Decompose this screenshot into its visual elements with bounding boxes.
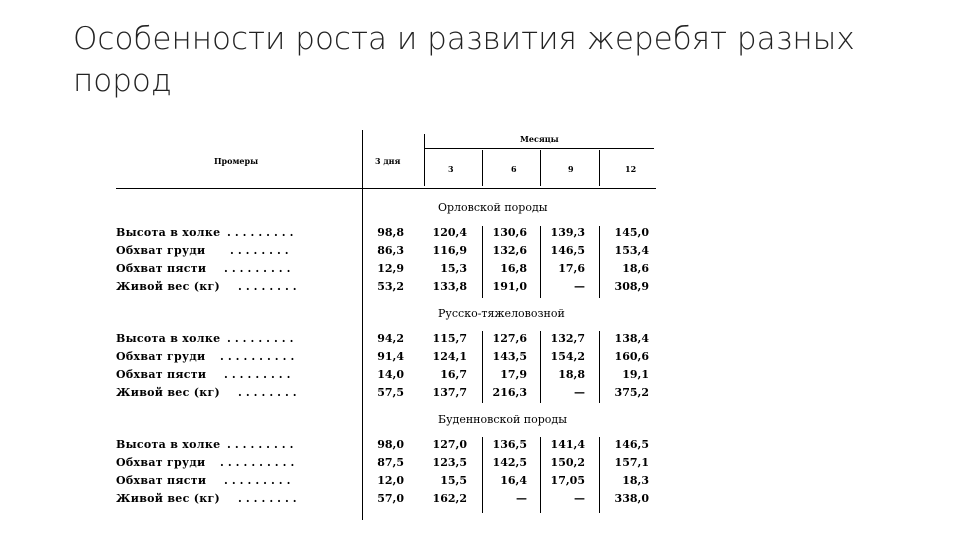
header-m3: 3 xyxy=(448,164,454,174)
table-cell: 16,7 xyxy=(440,368,467,381)
leader-dots: ........ xyxy=(238,386,301,399)
table-cell: 132,6 xyxy=(492,244,527,257)
table-cell: 57,5 xyxy=(377,386,404,399)
table-cell: 338,0 xyxy=(614,492,649,505)
table-cell: 141,4 xyxy=(550,438,585,451)
table-cell: 154,2 xyxy=(550,350,585,363)
table-cell: 143,5 xyxy=(492,350,527,363)
slide-title: Особенности роста и развития жеребят разных пород xyxy=(73,21,855,99)
leader-dots: ......... xyxy=(227,438,298,451)
row-label: Живой вес (кг) xyxy=(116,280,221,293)
leader-dots: ........ xyxy=(238,492,301,505)
row-label: Живой вес (кг) xyxy=(116,492,221,505)
leader-dots: .......... xyxy=(220,350,299,363)
m9-divider xyxy=(599,150,600,186)
table-cell: 14,0 xyxy=(377,368,404,381)
header-measure: Промеры xyxy=(214,156,259,166)
row-label: Обхват груди xyxy=(116,456,206,469)
m3-divider xyxy=(482,150,483,186)
table-cell: 18,6 xyxy=(622,262,649,275)
header-m9: 9 xyxy=(568,164,574,174)
row-label: Обхват пясти xyxy=(116,368,207,381)
table-cell: 17,6 xyxy=(558,262,585,275)
table-cell: 153,4 xyxy=(614,244,649,257)
header-months: Месяцы xyxy=(520,134,559,144)
group-title-russian-heavy: Русско-тяжеловозной xyxy=(438,307,565,320)
header-m12: 12 xyxy=(625,164,637,174)
table-cell: 57,0 xyxy=(377,492,404,505)
group-title-budennovsky: Буденновской породы xyxy=(438,413,567,426)
table-cell: 146,5 xyxy=(550,244,585,257)
table-cell: 139,3 xyxy=(550,226,585,239)
table-cell: 130,6 xyxy=(492,226,527,239)
table-cell: 91,4 xyxy=(377,350,404,363)
table-cell: 15,5 xyxy=(440,474,467,487)
table-cell: 142,5 xyxy=(492,456,527,469)
table-cell: 18,3 xyxy=(622,474,649,487)
table-cell: 132,7 xyxy=(550,332,585,345)
table-cell: — xyxy=(574,386,585,399)
table-cell: 124,1 xyxy=(432,350,467,363)
leader-dots: ......... xyxy=(224,474,295,487)
table-cell: 86,3 xyxy=(377,244,404,257)
table-cell: 98,0 xyxy=(377,438,404,451)
leader-dots: ......... xyxy=(224,262,295,275)
table-cell: 138,4 xyxy=(614,332,649,345)
leader-dots: ......... xyxy=(224,368,295,381)
leader-dots: ........ xyxy=(230,244,293,257)
table-cell: 16,8 xyxy=(500,262,527,275)
table-cell: 150,2 xyxy=(550,456,585,469)
group-title-orlov: Орловской породы xyxy=(438,201,548,214)
table-cell: — xyxy=(574,492,585,505)
row-label: Обхват груди xyxy=(116,350,206,363)
table-cell: 145,0 xyxy=(614,226,649,239)
leader-dots: .......... xyxy=(220,456,299,469)
table-cell: — xyxy=(516,492,527,505)
table-cell: 127,0 xyxy=(432,438,467,451)
table-cell: 133,8 xyxy=(432,280,467,293)
row-label: Высота в холке xyxy=(116,332,221,345)
table-cell: 12,0 xyxy=(377,474,404,487)
row-label: Обхват пясти xyxy=(116,262,207,275)
table-cell: 94,2 xyxy=(377,332,404,345)
table-cell: 16,4 xyxy=(500,474,527,487)
data-table-image xyxy=(112,128,660,520)
table-cell: 18,8 xyxy=(558,368,585,381)
table-cell: 375,2 xyxy=(614,386,649,399)
table-cell: 15,3 xyxy=(440,262,467,275)
table-cell: 17,9 xyxy=(500,368,527,381)
header-day3: 3 дня xyxy=(375,156,401,166)
table-cell: — xyxy=(574,280,585,293)
table-cell: 146,5 xyxy=(614,438,649,451)
table-cell: 136,5 xyxy=(492,438,527,451)
table-cell: 17,05 xyxy=(550,474,585,487)
table-cell: 191,0 xyxy=(492,280,527,293)
leader-dots: ......... xyxy=(227,226,298,239)
row-label: Живой вес (кг) xyxy=(116,386,221,399)
table-cell: 162,2 xyxy=(432,492,467,505)
table-cell: 137,7 xyxy=(432,386,467,399)
day3-divider xyxy=(424,134,425,186)
table-cell: 116,9 xyxy=(432,244,467,257)
row-label: Обхват пясти xyxy=(116,474,207,487)
row-label: Высота в холке xyxy=(116,438,221,451)
table-cell: 123,5 xyxy=(432,456,467,469)
table-cell: 127,6 xyxy=(492,332,527,345)
m6-divider xyxy=(540,150,541,186)
table-cell: 115,7 xyxy=(432,332,467,345)
table-cell: 160,6 xyxy=(614,350,649,363)
table-cell: 53,2 xyxy=(377,280,404,293)
row-label: Высота в холке xyxy=(116,226,221,239)
table-cell: 216,3 xyxy=(492,386,527,399)
table-cell: 12,9 xyxy=(377,262,404,275)
table-cell: 120,4 xyxy=(432,226,467,239)
header-m6: 6 xyxy=(511,164,517,174)
table-cell: 308,9 xyxy=(614,280,649,293)
table-cell: 98,8 xyxy=(377,226,404,239)
header-rule xyxy=(116,188,656,189)
leader-dots: ........ xyxy=(238,280,301,293)
row-label: Обхват груди xyxy=(116,244,206,257)
leader-dots: ......... xyxy=(227,332,298,345)
table-cell: 87,5 xyxy=(377,456,404,469)
table-cell: 157,1 xyxy=(614,456,649,469)
table-cell: 19,1 xyxy=(622,368,649,381)
months-rule xyxy=(424,148,654,149)
